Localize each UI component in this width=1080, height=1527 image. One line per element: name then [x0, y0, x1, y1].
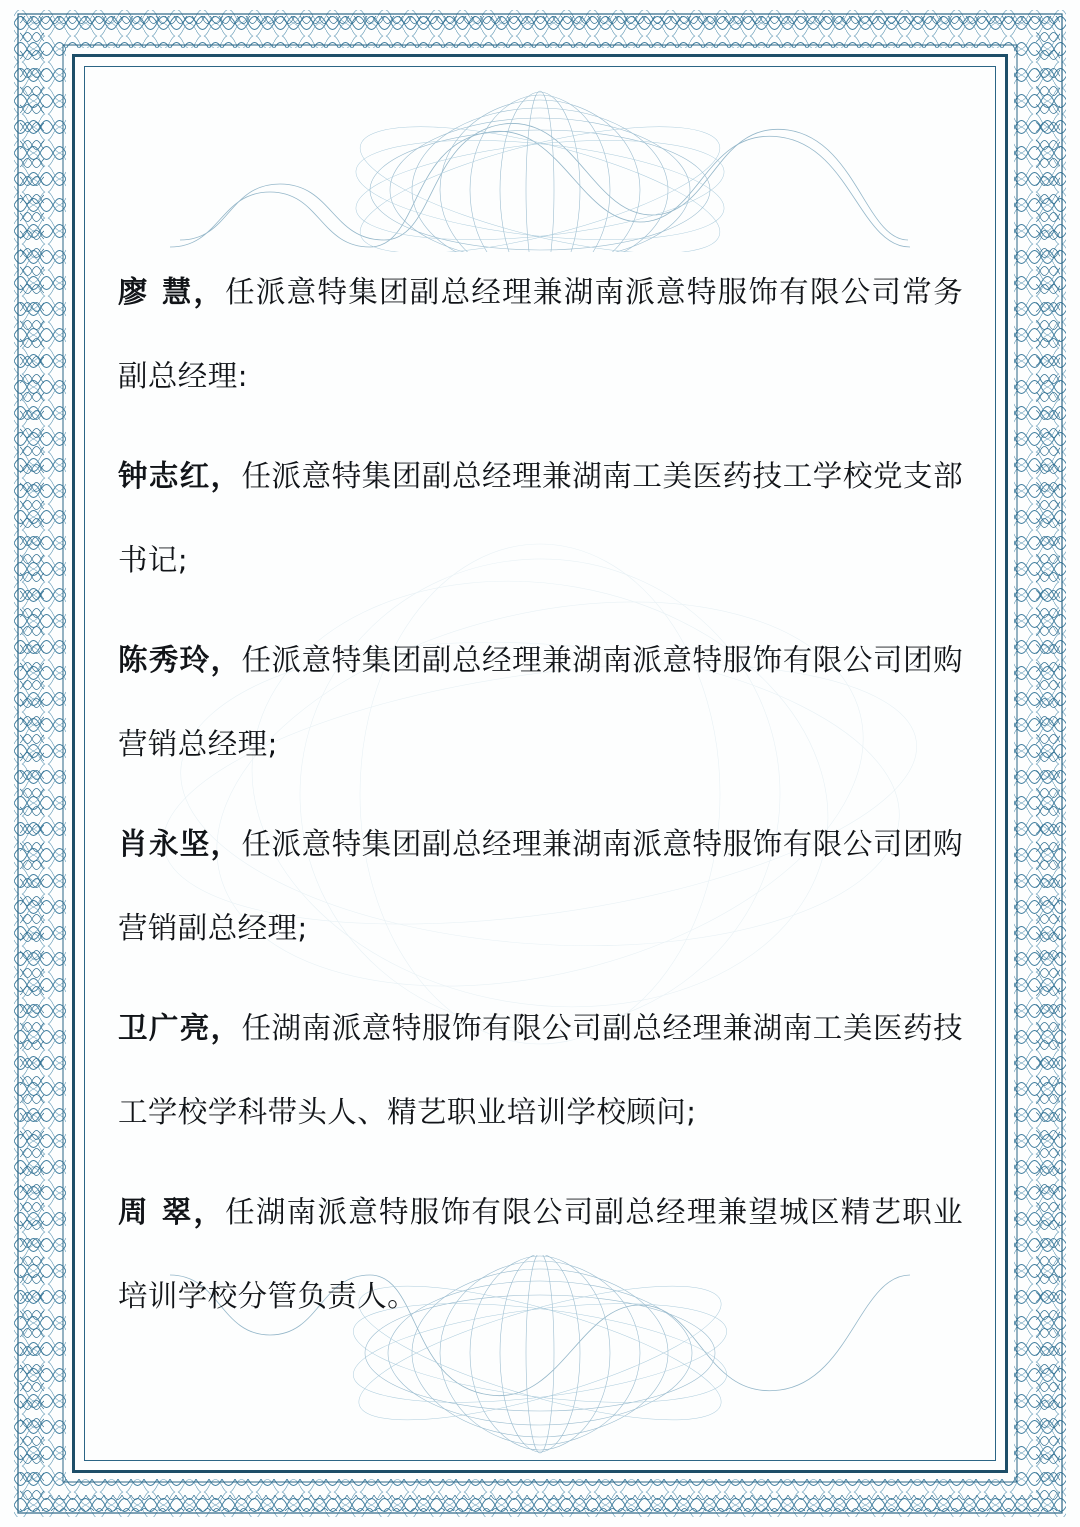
person-name: 钟志红， [118, 459, 242, 493]
person-title: 任派意特集团副总经理兼湖南工美医药技工学校党支部书记; [118, 459, 963, 577]
person-title: 任派意特集团副总经理兼湖南派意特服饰有限公司团购营销副总经理; [118, 827, 963, 945]
person-title: 任派意特集团副总经理兼湖南派意特服饰有限公司常务副总经理: [118, 275, 963, 393]
appointment-entry [118, 618, 963, 786]
person-name: 肖永坚， [118, 827, 242, 861]
appointment-entry [118, 1170, 963, 1338]
person-title: 任湖南派意特服饰有限公司副总经理兼望城区精艺职业培训学校分管负责人。 [118, 1195, 963, 1313]
person-name: 陈秀玲， [118, 643, 242, 677]
rosette-top-icon [160, 72, 920, 252]
appointment-entry [118, 986, 963, 1154]
person-name: 周 翠， [118, 1195, 226, 1229]
appointment-entry [118, 434, 963, 602]
person-title: 任湖南派意特服饰有限公司副总经理兼湖南工美医药技工学校学科带头人、精艺职业培训学校顾问; [118, 1011, 963, 1129]
appointment-entry [118, 250, 963, 418]
person-title: 任派意特集团副总经理兼湖南派意特服饰有限公司团购营销总经理; [118, 643, 963, 761]
person-name: 卫广亮， [118, 1011, 242, 1045]
person-name: 廖 慧， [118, 275, 226, 309]
certificate-body [118, 250, 963, 1338]
appointment-entry [118, 802, 963, 970]
